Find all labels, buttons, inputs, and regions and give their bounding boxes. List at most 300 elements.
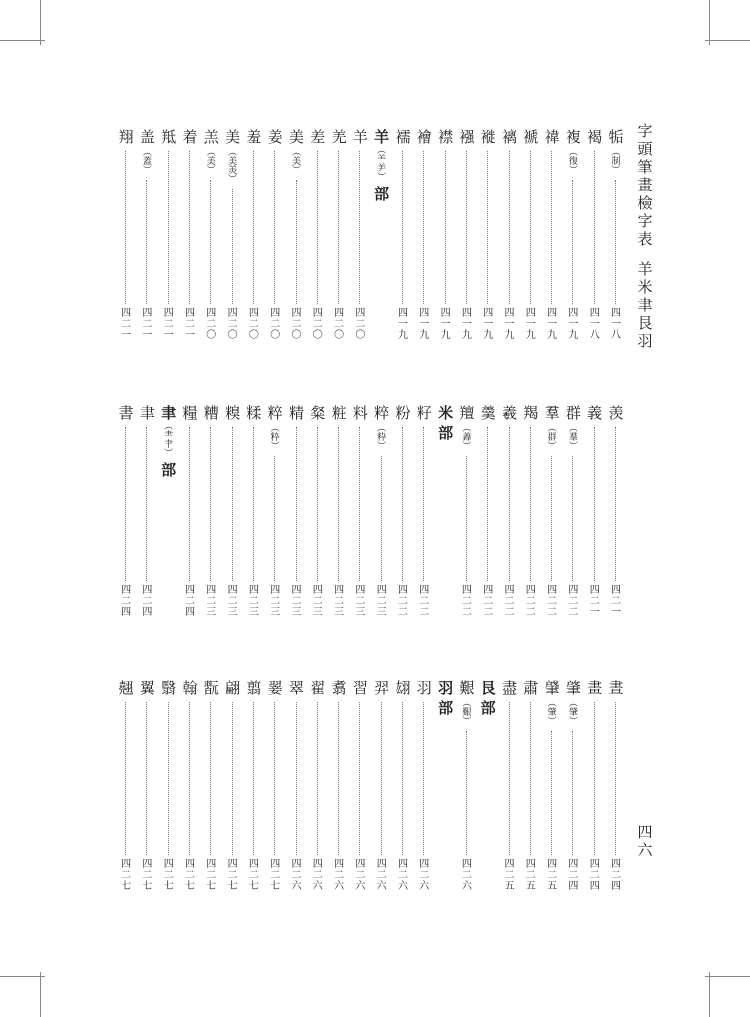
- dot-leader: [615, 702, 616, 855]
- headword: 翣: [267, 679, 283, 697]
- headword: 糅: [246, 404, 262, 422]
- radical-suffix: 部: [438, 699, 454, 717]
- page-ref: 四 二 〇: [312, 308, 323, 341]
- headword: 羊: [352, 128, 368, 146]
- page-ref: 四 二 六: [355, 859, 366, 892]
- page-ref: 四 二 一: [121, 308, 132, 341]
- headword: 習: [352, 679, 368, 697]
- dot-leader: [146, 180, 147, 304]
- index-entry: [500, 403, 520, 617]
- headword: 畫: [587, 679, 603, 697]
- variant-paren: ︵: [377, 146, 387, 156]
- dot-leader: [274, 456, 275, 581]
- headword: 美: [288, 128, 304, 146]
- variant-form: 羴: [462, 433, 472, 443]
- variant-form: 粋: [377, 433, 387, 443]
- index-entry: [116, 403, 136, 617]
- dot-leader: [530, 151, 531, 304]
- dot-leader: [274, 151, 275, 304]
- dot-leader: [381, 702, 382, 855]
- page-ref: 四 一 九: [525, 308, 536, 341]
- page-ref: 四 二 二: [398, 585, 408, 618]
- headword: 羿: [374, 679, 390, 697]
- index-entry: [414, 678, 434, 891]
- headword: 翃: [395, 679, 411, 697]
- headword: 羡: [608, 404, 624, 422]
- page-ref: 四 二 二: [568, 585, 579, 618]
- crop-mark: [709, 0, 710, 45]
- index-entry: [116, 127, 136, 340]
- index-entry: [457, 678, 477, 891]
- dot-leader: [317, 151, 318, 304]
- radical-suffix: 部: [480, 699, 496, 717]
- index-entry: [606, 403, 626, 617]
- radical-variant: ⺻ ⺺: [164, 431, 174, 450]
- headword: 褷: [480, 128, 496, 146]
- page-ref: 四 一 八: [611, 308, 621, 341]
- page-ref: 四 一 九: [398, 308, 408, 341]
- dot-leader: [487, 427, 488, 581]
- headword: 糗: [225, 404, 241, 422]
- index-entry: [159, 127, 179, 340]
- page-ref: 四 二 三: [334, 585, 345, 618]
- page-ref: 四 一 八: [589, 308, 600, 341]
- variant-paren: ︶: [547, 442, 557, 452]
- dot-leader: [594, 151, 595, 304]
- headword: 糧: [182, 404, 198, 422]
- page-ref: 四 二 六: [461, 859, 472, 892]
- headword: 襘: [416, 128, 432, 146]
- running-head: [636, 122, 654, 350]
- page-ref: 四 二 四: [121, 585, 132, 618]
- variant-paren: ︵: [228, 148, 238, 158]
- page-ref: 四 二 〇: [206, 308, 217, 341]
- page-ref: 四 一 九: [419, 308, 430, 341]
- dot-leader: [296, 702, 297, 855]
- radical-header: [478, 678, 498, 891]
- dot-leader: [210, 702, 211, 855]
- page-ref: 四 二 六: [291, 859, 302, 892]
- dot-leader: [594, 702, 595, 855]
- index-entry: [521, 403, 541, 617]
- headword: 書: [118, 404, 134, 422]
- headword: 羔: [203, 128, 219, 146]
- variant-paren: ︶: [462, 717, 472, 727]
- index-entry: [500, 678, 520, 891]
- dot-leader: [381, 456, 382, 581]
- variant-paren: ︶: [462, 442, 472, 452]
- radical-char: 羊: [374, 128, 390, 146]
- radical-header: [436, 678, 456, 891]
- dot-leader: [274, 702, 275, 855]
- variant-paren: ︵: [462, 424, 472, 434]
- headword: 羶: [459, 404, 475, 422]
- dot-leader: [423, 151, 424, 304]
- headword: 着: [182, 128, 198, 146]
- variant-form: 復: [568, 157, 578, 167]
- variant-paren: ︶: [377, 173, 387, 183]
- crop-mark: [0, 976, 45, 977]
- headword: 美: [225, 128, 241, 146]
- variant-paren: ︶: [206, 166, 216, 176]
- radical-char: 羽: [438, 679, 454, 697]
- page-ref: 四 二 六: [419, 859, 430, 892]
- radical-char: 艮: [480, 679, 496, 697]
- dot-leader: [509, 151, 510, 304]
- index-entry: [585, 678, 605, 891]
- index-entry: [606, 678, 626, 891]
- headword: 翼: [139, 679, 155, 697]
- page-ref: 四 一 九: [504, 308, 515, 341]
- headword: 翰: [182, 679, 198, 697]
- index-entry: [542, 678, 562, 891]
- headword: 褫: [523, 128, 539, 146]
- headword: 褐: [587, 128, 603, 146]
- page-ref: 四 二 二: [483, 585, 494, 618]
- index-entry: [478, 403, 498, 617]
- dot-leader: [146, 427, 147, 581]
- index-entry: [159, 678, 179, 891]
- headword: 㸸: [608, 128, 624, 146]
- dot-leader: [125, 427, 126, 581]
- headword: 料: [352, 404, 368, 422]
- headword: 翳: [161, 679, 177, 697]
- index-entry: [414, 127, 434, 340]
- index-entry: [350, 403, 370, 617]
- page-ref: 四 二 〇: [334, 308, 345, 341]
- index-entry: [372, 403, 392, 617]
- headword: 姜: [267, 128, 283, 146]
- index-entry: [500, 127, 520, 340]
- index-entry: [201, 127, 221, 340]
- headword: 粉: [395, 404, 411, 422]
- crop-mark: [705, 976, 750, 977]
- dot-leader: [551, 151, 552, 304]
- variant-paren: ︵: [568, 148, 578, 158]
- page-ref: 四 二 三: [206, 585, 217, 618]
- headword: 粧: [331, 404, 347, 422]
- headword: 羣: [544, 404, 560, 422]
- headword: 襁: [459, 128, 475, 146]
- page-ref: 四 二 一: [611, 585, 621, 618]
- index-entry: [329, 127, 349, 340]
- dot-leader: [253, 151, 254, 304]
- dot-leader: [125, 702, 126, 855]
- index-entry: [265, 403, 285, 617]
- page-ref: 四 二 三: [312, 585, 323, 618]
- index-entry: [180, 403, 200, 617]
- index-entry: [223, 403, 243, 617]
- variant-paren: ︵: [462, 699, 472, 709]
- crop-mark: [709, 972, 710, 1017]
- dot-leader: [402, 702, 403, 855]
- variant-form: 艱: [462, 708, 472, 718]
- dot-leader: [359, 427, 360, 581]
- index-entry: [393, 403, 413, 617]
- index-entry: [137, 678, 157, 891]
- dot-leader: [402, 151, 403, 304]
- headword: 羌: [331, 128, 347, 146]
- variant-form: 美: [206, 157, 216, 167]
- crop-mark: [705, 40, 750, 41]
- dot-leader: [423, 427, 424, 581]
- page-ref: 四 二 七: [248, 859, 259, 892]
- dot-leader: [551, 731, 552, 855]
- dot-leader: [296, 180, 297, 304]
- variant-paren: ︶: [164, 449, 174, 459]
- dot-leader: [530, 702, 531, 855]
- dot-leader: [359, 702, 360, 855]
- index-entry: [308, 678, 328, 891]
- variant-paren: ︵: [142, 148, 152, 158]
- variant-form: 美 羙: [228, 157, 238, 176]
- page-ref: 四 二 〇: [355, 308, 366, 341]
- index-entry: [542, 127, 562, 340]
- radical-suffix: 部: [374, 185, 390, 203]
- radical-char: 米: [438, 404, 454, 422]
- dot-leader: [168, 702, 169, 855]
- dot-leader: [402, 427, 403, 581]
- running-head-radicals: 羊 米 聿 艮 羽: [637, 260, 653, 350]
- headword: 羯: [523, 404, 539, 422]
- dot-leader: [232, 427, 233, 581]
- page-ref: 四 二 七: [206, 859, 217, 892]
- page-ref: 四 二 二: [547, 585, 558, 618]
- index-entry: [372, 678, 392, 891]
- index-entry: [137, 127, 157, 340]
- index-entry: [180, 127, 200, 340]
- variant-form: 美: [291, 157, 301, 167]
- dot-leader: [572, 180, 573, 304]
- index-entry: [287, 678, 307, 891]
- dot-leader: [146, 702, 147, 855]
- page-ref: 四 一 九: [547, 308, 558, 341]
- index-entry: [457, 127, 477, 340]
- headword: 艱: [459, 679, 475, 697]
- index-entry: [393, 127, 413, 340]
- page-ref: 四 二 五: [504, 859, 515, 892]
- headword: 複: [565, 128, 581, 146]
- page-ref: 四 二 〇: [291, 308, 302, 341]
- index-entry: [329, 403, 349, 617]
- page-ref: 四 二 六: [312, 859, 323, 892]
- page-ref: 四 二 二: [419, 585, 430, 618]
- variant-paren: ︵: [547, 699, 557, 709]
- variant-form: 群: [547, 433, 557, 443]
- page-ref: 四 二 七: [185, 859, 195, 892]
- variant-form: 制: [611, 157, 621, 167]
- dot-leader: [615, 427, 616, 581]
- headword: 義: [587, 404, 603, 422]
- headword: 翩: [225, 679, 241, 697]
- index-entry: [393, 678, 413, 891]
- headword: 襦: [395, 128, 411, 146]
- index-entry: [180, 678, 200, 891]
- page-ref: 四 二 四: [589, 859, 600, 892]
- dot-leader: [423, 702, 424, 855]
- page-ref: 四 二 二: [461, 585, 472, 618]
- headword: 聿: [139, 404, 155, 422]
- page-ref: 四 二 七: [227, 859, 238, 892]
- page-ref: 四 二 〇: [270, 308, 281, 341]
- index-entry: [308, 403, 328, 617]
- headword: 精: [288, 404, 304, 422]
- dot-leader: [572, 731, 573, 855]
- page-ref: 四 一 九: [461, 308, 472, 341]
- page-ref: 四 二 一: [185, 308, 195, 341]
- dot-leader: [338, 151, 339, 304]
- index-entry: [563, 678, 583, 891]
- index-entry: [244, 678, 264, 891]
- page-ref: 四 二 三: [291, 585, 302, 618]
- page-number: 四 六: [637, 823, 653, 859]
- dot-leader: [466, 456, 467, 581]
- page-ref: 四 二 〇: [248, 308, 259, 341]
- dot-leader: [210, 180, 211, 304]
- dot-leader: [509, 427, 510, 581]
- variant-form: 羣: [568, 433, 578, 443]
- variant-paren: ︶: [611, 166, 621, 176]
- crop-mark: [40, 0, 41, 45]
- page-ref: 四 二 一: [142, 308, 153, 341]
- index-entry: [585, 127, 605, 340]
- dot-leader: [296, 427, 297, 581]
- dot-leader: [210, 427, 211, 581]
- page-ref: 四 二 三: [227, 585, 238, 618]
- index-entry: [287, 403, 307, 617]
- dot-leader: [189, 427, 190, 581]
- page-ref: 四 二 三: [248, 585, 259, 618]
- page-ref: 四 二 五: [547, 859, 558, 892]
- page-ref: 四 二 六: [334, 859, 345, 892]
- page-ref: 四 二 七: [163, 859, 174, 892]
- headword: 羞: [246, 128, 262, 146]
- index-entry: [563, 403, 583, 617]
- page-ref: 四 二 六: [398, 859, 408, 892]
- page-ref: 四 二 七: [121, 859, 132, 892]
- index-entry: [116, 678, 136, 891]
- headword: 羽: [416, 679, 432, 697]
- variant-paren: ︶: [547, 717, 557, 727]
- variant-paren: ︵: [291, 148, 301, 158]
- dot-leader: [359, 151, 360, 304]
- dot-leader: [338, 427, 339, 581]
- variant-form: 蓋: [142, 157, 152, 167]
- index-entry: [308, 127, 328, 340]
- headword: 粹: [267, 404, 283, 422]
- dot-leader: [317, 427, 318, 581]
- crop-mark: [40, 972, 41, 1017]
- radical-header: [159, 403, 179, 617]
- variant-paren: ︵: [164, 422, 174, 432]
- headword: 晝: [608, 679, 624, 697]
- variant-paren: ︵: [568, 699, 578, 709]
- index-entry: [521, 678, 541, 891]
- index-entry: [542, 403, 562, 617]
- headword: 粹: [374, 404, 390, 422]
- headword: 翔: [118, 128, 134, 146]
- index-entry: [606, 127, 626, 340]
- variant-paren: ︶: [377, 442, 387, 452]
- variant-paren: ︶: [568, 166, 578, 176]
- index-entry: [585, 403, 605, 617]
- headword: 羲: [501, 404, 517, 422]
- variant-paren: ︵: [270, 424, 280, 434]
- page-ref: 四 二 五: [525, 859, 536, 892]
- dot-leader: [253, 702, 254, 855]
- page-ref: 四 二 六: [376, 859, 387, 892]
- index-entry: [457, 403, 477, 617]
- page-ref: 四 二 四: [185, 585, 195, 618]
- page-ref: 四 二 三: [355, 585, 366, 618]
- index-entry: [265, 127, 285, 340]
- radical-header: [436, 403, 456, 617]
- dot-leader: [189, 151, 190, 304]
- page-ref: 四 二 七: [142, 859, 153, 892]
- dot-leader: [125, 151, 126, 304]
- index-entry: [265, 678, 285, 891]
- headword: 粲: [310, 404, 326, 422]
- page-ref: 四 二 四: [142, 585, 153, 618]
- index-entry: [350, 127, 370, 340]
- variant-paren: ︶: [270, 442, 280, 452]
- index-entry: [478, 127, 498, 340]
- index-entry: [350, 678, 370, 891]
- page-ref: 四 二 一: [163, 308, 174, 341]
- index-entry: [223, 678, 243, 891]
- headword: 翦: [246, 679, 262, 697]
- page-ref: 四 一 九: [483, 308, 494, 341]
- index-entry: [201, 403, 221, 617]
- page-ref: 四 一 九: [568, 308, 579, 341]
- variant-form: 肈: [568, 708, 578, 718]
- radical-char: 聿: [161, 404, 177, 422]
- page-ref: 四 一 九: [440, 308, 451, 341]
- page-ref: 四 二 三: [376, 585, 387, 618]
- radical-suffix: 部: [161, 461, 177, 479]
- index-entry: [329, 678, 349, 891]
- index-entry: [436, 127, 456, 340]
- dot-leader: [232, 702, 233, 855]
- headword: 翟: [310, 679, 326, 697]
- page-ref: 四 二 七: [270, 859, 281, 892]
- index-entry: [137, 403, 157, 617]
- radical-variant: ⺷ ⺶: [377, 155, 387, 174]
- variant-paren: ︶: [568, 442, 578, 452]
- dot-leader: [253, 427, 254, 581]
- index-entry: [223, 127, 243, 340]
- headword: 差: [310, 128, 326, 146]
- headword: 肅: [523, 679, 539, 697]
- dot-leader: [509, 702, 510, 855]
- page-ref: 四 二 四: [611, 859, 621, 892]
- page-ref: 四 二 四: [568, 859, 579, 892]
- index-entry: [563, 127, 583, 340]
- page-ref: 四 二 一: [589, 585, 600, 618]
- headword: 肇: [565, 679, 581, 697]
- variant-paren: ︶: [568, 717, 578, 727]
- dot-leader: [232, 189, 233, 304]
- dot-leader: [466, 151, 467, 304]
- page-ref: 四 二 二: [504, 585, 515, 618]
- variant-form: 肇: [547, 708, 557, 718]
- dot-leader: [551, 456, 552, 581]
- variant-paren: ︶: [228, 175, 238, 185]
- variant-paren: ︵: [547, 424, 557, 434]
- headword: 糟: [203, 404, 219, 422]
- dot-leader: [445, 151, 446, 304]
- dot-leader: [466, 731, 467, 855]
